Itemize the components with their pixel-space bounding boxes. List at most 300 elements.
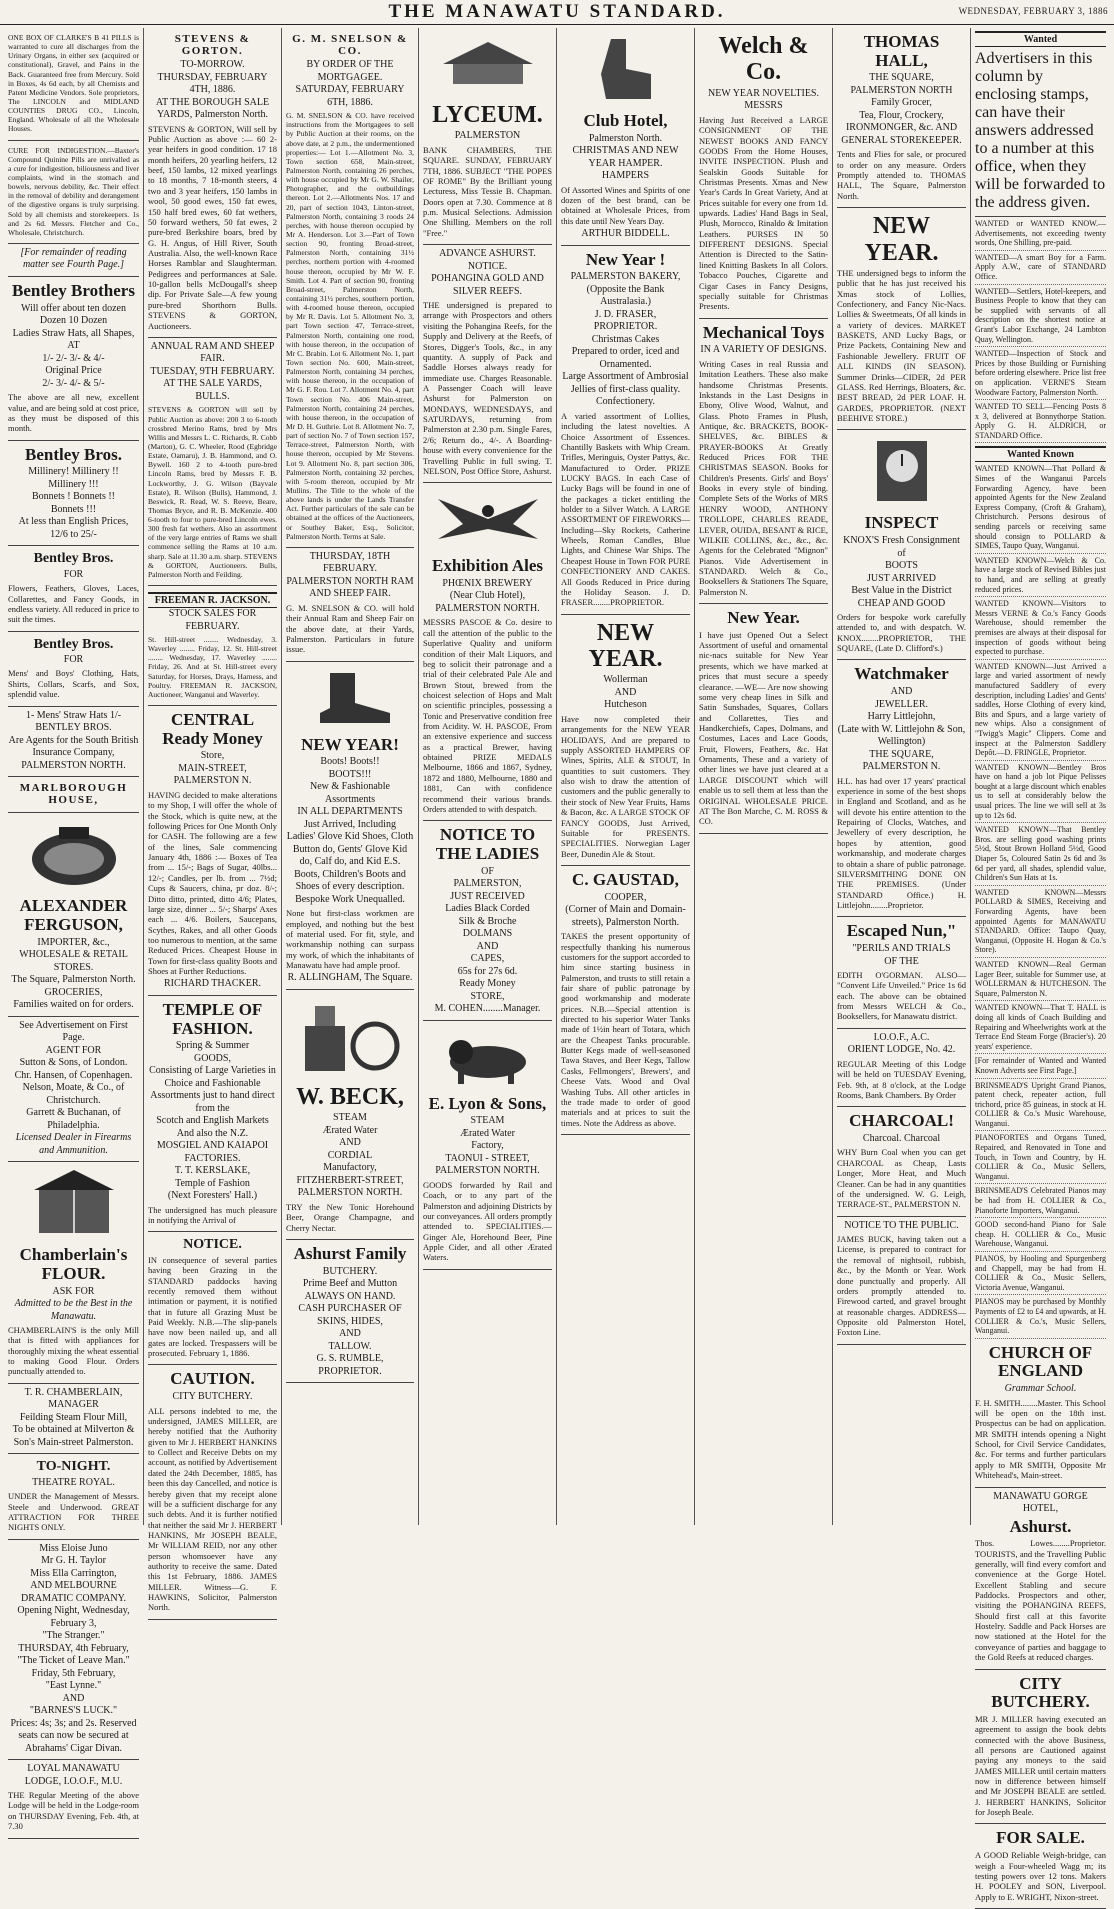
advertisement [8,141,139,244]
ad-line: Ladies Black Corded [445,903,530,915]
ad-body: H.L. has had over 17 years' practical experience in some of the best shops in England and Scotland, and as he will devote his entire attention to the Repairing of Clocks, Watches, and Jewellery of every description, he hopes by attention, good workmanship, and moderate charges to obtain a share of public patronage. SILVERSMITHING DONE ON THE PREMISES. (Under STANDARD Office.) H. Littlejohn........Proprietor. [837,775,966,910]
ad-line: BOOTS!!! [328,768,372,780]
ad-line: CASH PURCHASER OF [298,1303,402,1315]
ad-line: TAONUI - STREET, [445,1152,530,1164]
ad-line: AND [339,1137,361,1149]
ad-line: ASK FOR [52,1285,95,1297]
advertisement [699,319,828,604]
ad-line: THEATRE ROYAL. [32,1476,115,1488]
ad-line: PROPRIETOR. [318,1365,382,1377]
ad-line: JUST ARRIVED [867,572,936,584]
wanted-item: WANTED or WANTED KNOW.—Advertisements, not exceeding twenty words, One Shilling, pre-paid. [975,217,1106,251]
advertisement [837,917,966,1028]
ad-heading: CITY BUTCHERY. [991,1673,1090,1712]
ad-body: EDITH O'GORMAN. ALSO— "Convent Life Unveiled." Price 1s 6d each. The above can be obtained from Messrs WELCH & Co., Booksellers, for Manawatu district. [837,970,966,1022]
ad-heading: NEW YEAR. [864,213,939,266]
advertisement [8,1454,139,1539]
ad-body: STEVENS & GORTON will sell by Public Auction as above: 200 3 to 6-tooth crossbred Merino Rams, bred by Mrs Willis and Messrs L. C. Richards, R. Cobb (Marton), G. C. Wheeler, Rood (Egbridge Estate, Oamaru), J. B. Hammond, and O. Bywell. 160 2 to 4-tooth pure-bred Lincoln Rams, bred by Messrs F. B. Lockworthy, J. G. Wilson (Bayvale Estate), R. Wilson (Bulls), Hammond, J. Beswick, R. Read, W. S. Reeve, Beare, Thomas Bryce, and R. B. McKenzie. 400 6-tooth to four to pure-bred Lincoln ewes. 300 fresh fat wethers. Also an assortment of the very large entries of Rams we shall commence selling the Rams at 10 a.m. sharp. Sale at 11.30 a.m. sharp. STEVENS & GORTON, Auctioneers. Bulls, Palmerston North and Feilding. [148,405,277,579]
ad-line: CAPES, [470,953,505,965]
advertisement [148,28,277,338]
ad-heading: LYCEUM. [432,102,543,128]
ad-line: Best Value in the District [851,585,952,597]
ad-line: BOOTS [885,560,918,572]
ad-line: Spring & Summer [175,1040,250,1052]
ad-line: SKINS, HIDES, [317,1315,383,1327]
ad-line: Large Assortment of Ambrosial Jellies of first-class quality. [562,371,689,395]
wanted-known-item: WANTED KNOWN—Messrs POLLARD & SIMES, Receiving and Forwarding Agents, have been appointed Agents for MANAWATU STANDARD. Office: Taupo Quay, Wanganui, (Opposite H. Hogan & Co.'s Store). [975,886,1106,958]
wanted-known-item: WANTED KNOWN—Real German Lager Beer, suitable for Summer use, at WOLLERMAN & HUTCHESON. The Square, Palmerston N. [975,958,1106,1001]
ad-line: AND MELBOURNE DRAMATIC COMPANY. [20,1580,127,1604]
advertisement [837,208,966,430]
advertisement [8,1017,139,1163]
advertisement [423,28,552,245]
ad-line: AT THE SALE YARDS, BULLS. [163,378,262,402]
ad-line: ANNUAL RAM AND SHEEP FAIR. [150,340,275,365]
hand-illustration-icon [561,34,690,109]
ad-line: Bonnets ! Bonnets !! [31,491,116,503]
ad-heading: G. M. SNELSON & CO. [292,33,408,58]
wanted-known-item: WANTED KNOWN—That T. HALL is doing all kinds of Coach Building and Repairing and Wheelwrights work at the Terrace End Steam Forge (Bracier's). 20 years' experience. [975,1001,1106,1054]
ad-line: Silk & Broche [458,915,517,927]
ad-subheading: [For remainder of reading matter see Fourth Page.] [20,246,127,271]
ad-line: STOCK SALES FOR FEBRUARY. [168,608,257,632]
ad-body: The above are all new, excellent value, and are being sold at cost price, as they must be disposed of this month. [8,392,139,434]
ad-line: STORE, [470,990,505,1002]
ad-body: The undersigned has much pleasure in notifying the Arrival of [148,1204,277,1226]
ad-line: STEAM [470,1115,505,1127]
ad-line: CHRISTMAS AND NEW YEAR HAMPER. [572,145,679,169]
advertisement [8,777,139,813]
advertisement [148,1365,277,1619]
piano-advert: BRINSMEAD'S Celebrated Pianos may be had from H. COLLIER & Co., Pianoforte Importers, Wanganui. [975,1184,1106,1218]
columns-container [4,28,1110,1902]
ad-heading: C. GAUSTAD, [572,869,679,889]
advertisement [8,244,139,277]
ad-line: Harry Littlejohn, [867,711,936,723]
ad-line: (Opposite the Bank Australasia.) [586,283,665,308]
ad-line: THURSDAY, 18TH FEBRUARY. [309,550,391,575]
ad-line: Confectionery. [595,396,656,408]
ad-line: JUST RECEIVED [450,890,525,902]
ad-body: MR J. MILLER having executed an agreement to assign the book debts connected with the above Business, all persons are Cautioned against paying any moneys to the said JAMES MILLER until certain matters now in difference between himself and Mr JOSEPH BEALE are settled. J. HERBERT HANKINS, Solicitor for Joseph Beale. [975,1713,1106,1818]
ad-line: ADVANCE ASHURST. [439,248,536,260]
church-advert [975,1339,1106,1488]
ad-line: "BARNES'S LUCK." [29,1705,118,1717]
ad-line: IMPORTER, &c., [37,936,110,948]
eagle-illustration-icon [423,489,552,554]
ad-line: "PERILS AND TRIALS [852,943,951,955]
advertisement [837,1107,966,1216]
advertisement [286,548,414,662]
wanted-known-item: WANTED KNOWN—That Pollard & Simes of the Wanganui Parcels Forwarding Agency, have been appointed Agents for the New Zealand Express Company, (Croft & Graham), Christchurch. Persons desirous of sending parcels or receiving same should consign to POLLARD & SIMES, Taupo Quay, Wanganui. [975,462,1106,553]
ad-heading: Mechanical Toys [702,322,825,342]
ad-line: PALMERSTON [454,130,521,142]
ad-line: JEWELLER. [874,698,929,710]
ad-heading: STEVENS & GORTON. [174,33,251,58]
ad-line: Christmas Cakes [591,333,660,345]
ad-heading: Chamberlain's FLOUR. [19,1245,128,1283]
ad-body: THE undersigned begs to inform the public that he has just received his Xmas stock of Lollies, Confectionery, and Fancy Nic-Nacs. Lollies & Sweetmeats, Of all kinds in a variety of devices. MARKET BASKETS, AND Lucky Bags, or Prize Packets, Containing New and Fashionable Jewellery. FRUIT OF ALL KINDS (IN SEASON). Summer Drinks—CIDER, 2d PER GLASS. Red Herrings, Bloaters, &c. BEST BREAD, 2d PER LOAF. H. GARDES, PROPRIETOR. (NEXT BEEHIVE STORE.) [837,267,966,423]
ad-heading: Bentley Bros. [33,636,114,652]
ad-heading: NEW YEAR! [301,734,399,754]
ad-line: BENTLEY BROS. [35,722,112,734]
advertisement [561,246,690,615]
ad-line: IRONMONGER, &c. AND GENERAL STOREKEEPER. [841,122,962,146]
column-6 [695,28,833,1525]
ad-line: Manufactory, [323,1162,377,1174]
ad-line: Sutton & Sons, of London. [19,1057,128,1069]
ad-line: MANAWATU GORGE HOTEL, [993,1490,1088,1514]
wanted-known-item: WANTED KNOWN—Bentley Bros have on hand a job lot Pique Pelisses bought at a large discount which enables us to sell at considerably below the usual prices. The line we will sell at 3s up to 12s 6d. [975,761,1106,824]
ad-line: POHANGINA GOLD AND SILVER REEFS. [431,273,544,297]
ad-line: Miss Eloise Juno [39,1542,108,1554]
ad-heading: Welch & Co. [718,33,809,86]
ad-body: Of Assorted Wines and Spirits of one dozen of the best brand, can be obtained at Wholesale Prices, from this date until New Years Day. [561,184,690,226]
ad-line: OF THE [884,955,919,967]
ad-heading: CENTRAL Ready Money [162,710,263,748]
ad-line: AT [67,340,80,352]
wanted-intro: Advertisers in this column by enclosing stamps, can have their answers addressed to a number at this office, when they will be forwarded to the address given. [975,47,1106,217]
advertisement [837,430,966,660]
piano-advert: BRINSMEAD'S Upright Grand Pianos, patent check, repeater action, full trichord, price 85 guineas, in stock at H. COLLIER & Co.'s Music Warehouse, Wanganui. [975,1079,1106,1132]
advertisement [8,707,139,778]
ad-line: Just Arrived, Including [304,818,396,830]
advertisement [561,28,690,246]
ad-heading: W. BECK, [296,1083,404,1110]
ad-line: PALMERSTON, [453,878,522,890]
ad-body: ALL persons indebted to me, the undersigned, JAMES MILLER, are hereby notified that the Authority given to Mr J. HERBERT HANKINS to Collect and Receive Debts on my account, as notified by Advertisement dated the 24th December, 1885, has been this day Cancelled, and notice is hereby given that my receipt alone will be a sufficient discharge for any such debts. And it is further notified that neither the said Mr J. HERBERT HANKINS, Mr JOSEPH BEALE, Mr WILLIAM REID, nor any other person whomsoever have any authority to receive the same. Dated this 1st February, 1886. JAMES MILLER. Witness—G. F. HAWKINS, Solicitor, Palmerston North. [148,1405,277,1613]
ad-line: NOTICE. [467,260,508,272]
ad-line: KNOX'S Fresh Consignment [843,535,960,547]
ad-body: A GOOD Reliable Weigh-bridge, can weigh a Four-wheeled Wagg m; its testing powers over 12 tons. Makers H. POOLEY and SON, Liverpool. Apply to E. WRIGHT, Nixon-street. [975,1850,1106,1902]
advertisement [8,1540,139,1761]
advertisement [561,615,690,866]
ad-line: Temple of Fashion [175,1177,250,1189]
ad-heading: MARLBOROUGH HOUSE, [19,782,128,807]
piano-advert: PIANOS may be purchased by Monthly Payments of £2 to £4 and upwards, at H. COLLIER & Co.'s, Music Sellers, Wanganui. [975,1295,1106,1338]
ad-line: New & Fashionable Assortments [310,781,390,805]
advertisement [286,28,414,548]
ad-line: ORIENT LODGE, No. 42. [847,1044,956,1056]
ad-line: PALMERSTON NORTH. [435,602,540,614]
ad-line: Charcoal. Charcoal [862,1132,941,1144]
column-7 [833,28,971,1525]
ad-line: Consisting of Large Varieties in Choice and Fashionable Assortments just to hand direct from the [149,1065,276,1114]
ad-body: G. M. SNELSON & CO. will hold their Annual Ram and Sheep Fair on the above date, at their Yards, Palmerston. Particulars in future issue. [286,602,414,655]
ad-line: Dozen 10 Dozen [39,315,108,327]
ad-line: J. D. FRASER, [594,308,657,320]
ad-line: Friday, 5th February, [31,1667,116,1679]
ad-line: Millinery !!! [48,478,99,490]
ad-heading: Bentley Brothers [12,280,135,300]
advertisement [423,821,552,1020]
ad-line: TUESDAY, 9TH FEBRUARY. [150,365,275,377]
ad-line: TO-MORROW. [180,59,245,71]
ad-body: St. Hill-street ........ Wednesday, 3. Waverley ........ Friday, 12. St. Hill-street ........ Wednesday, 17. Waverley ........ Friday, 26. And at St. Hill-street every Saturday, for Horses, Drays, Harness, and Poultry. FREEMAN R. JACKSON, Auctioneer, Wanganui and Waverley. [148,635,277,699]
ad-line: And also the N.Z. [176,1127,249,1139]
ad-line: Family Grocer, [871,97,932,109]
column-4 [419,28,557,1525]
ad-heading: CHURCH OF ENGLAND [988,1342,1093,1381]
column-5 [557,28,695,1525]
ad-heading: E. Lyon & Sons, [428,1093,547,1113]
ad-line: See Advertisement on First Page. [19,1019,128,1044]
ad-line: 12/6 to 25/- [50,528,97,540]
wanted-known-item: WANTED KNOWN—Welch & Co. have a large stock of Revised Bibles just to hand, and are selling at greatly reduced prices. [975,554,1106,597]
ad-line: NEW YEAR NOVELTIES. [707,87,819,99]
ad-line: T. T. KERSLAKE, [174,1165,251,1177]
ad-line: Boots! Boots!! [320,756,380,768]
ad-heading: Bentley Bros. [33,551,114,567]
ad-line: Are Agents for the South British Insurance Company, [8,734,139,759]
advertisement [837,1217,966,1345]
ad-line: Bespoke Work Unequalled. [295,893,405,905]
ad-line: SATURDAY, FEBRUARY 6TH, 1886. [295,84,405,108]
ad-line: Families waited on for orders. [13,999,134,1011]
wanted-known-item: [For remainder of Wanted and Wanted Known Adverts see First Page.] [975,1054,1106,1078]
forsale-advert [975,1824,1106,1908]
ad-line: AND [614,686,637,698]
ad-line: FITZHERBERT-STREET, [296,1174,404,1186]
ad-line: 1- Mens' Straw Hats 1/- [25,709,122,721]
advertisement [423,1021,552,1270]
ad-line: BY ORDER OF THE MORTGAGEE. [306,59,394,83]
ad-line: G. S. RUMBLE, [316,1353,384,1365]
column-8 [971,28,1110,1902]
ad-line: of [897,547,906,559]
ad-line: OF [481,865,494,877]
butchery-advert [975,1670,1106,1825]
ad-heading: New Year ! [585,249,666,269]
ad-body: GOODS forwarded by Rail and Coach, or to any part of the Palmerston and adjoining Districts by our conveyances. All orders promptly attended to. SPECIALITIES.—Ginger Ale, Horehound Beer, Pine Apple Cider, and all other Ærated Waters. [423,1179,552,1263]
ad-heading: CHARCOAL! [849,1111,954,1131]
ad-line: THE SQUARE, PALMERSTON N. [862,748,941,773]
ad-line: "The Ticket of Leave Man." [17,1655,130,1667]
ad-body: JAMES BUCK, having taken out a License, is prepared to contract for the removal of nightsoil, rubbish, &c., by the Month or Year. Work done punctually and properly. All orders promptly attended to. Firewood carted, and gravel brought at reasonable charges. ADDRESS—Opposite old Palmerston Hotel, Foxton Line. [837,1234,966,1338]
ad-heading: NOTICE TO THE LADIES [435,825,540,863]
wanted-known-item: WANTED KNOWN—Just Arrived a large and varied assortment of newly manufactured Saddlery of every description, including Ladies' and Gents' saddles, Horse Clothing of every kind, Bits and Spurs, and a large variety of new whips. Also a consignment of "Twigg's Magic" Clippers. Come and inspect at the Palmerston Saddlery Depôt.—D. FRINGLE, Proprietor. [975,660,1106,761]
ad-line: 2/- 3/- 4/- & 5/- [42,377,105,389]
ad-line: At less than English Prices, [18,516,129,528]
gorge-advert [975,1488,1106,1670]
ad-line: Mr G. H. Taylor [41,1555,106,1567]
ad-heading: Escaped Nun," [846,921,957,941]
advertisement [286,990,414,1240]
ad-line: (Next Foresters' Hall.) [167,1190,258,1202]
ad-line: NOTICE TO THE PUBLIC. [844,1219,959,1231]
ad-body: I have just Opened Out a Select Assortment of useful and ornamental nic-nacs suitable for New Year presents, which we have marked at prices that must secure a speedy clearance. —WE— Are now showing some very cheap lines in Silk and Satin Sunshades, Squares, Collars and Collarettes, Ties and Handkerchiefs, Capes, Dolmans, and Costumes, Laces and Lace Goods, Fruit, Flowers, Feathers, &c. Hat Ornaments, These and a variety of other lines we have just cleared at a LARGE DISCOUNT which will enable us to sell them at less than the ORIGINAL WHOLESALE PRICE. AT The Bon Marche, C. M. ROSS & CO. [699,629,828,827]
ad-line: STORES. [53,961,94,973]
ad-line: Original Price [45,365,102,377]
ad-body: THE Regular Meeting of the above Lodge will be held in the Lodge-room on THURSDAY Evening, Feb. 4th, at 7.30 [8,1790,139,1832]
advertisement [286,1240,414,1383]
ad-line: IN ALL DEPARTMENTS [297,806,403,818]
ad-subheading: Admitted to be the Best in the Manawatu. [14,1298,133,1322]
ad-body: MESSRS PASCOE & Co. desire to call the attention of the public to the Superlative Quality and uniform condition of their Malt Liquors, and beg to solicit their patronage and a trial of their celebrated Pale Ale and Brown Stout, brewed from the choicest selection of Hops and Malt on scientific principles, possessing a Tonic and Preservative condition free from Acidity. W. H. PASCOE, From an extensive experience and success as a practical Brewer, having obtained PRIZE MEDALS Melbourne, 1866 and 1867, Sydney, 1872 and 1880, Melbourne, 1880 and 1881, Can with confidence recommend their various brands. Orders attended to with despatch. [423,617,552,814]
ad-line: Feilding Steam Flour Mill, [19,1411,128,1423]
ad-body: Mens' and Boys' Clothing, Hats, Shirts, Collars, Scarfs, and Sox, splendid value. [8,668,139,700]
ad-line: "The Stranger." [42,1630,105,1642]
ad-body: ONE BOX OF CLARKE'S B 41 PILLS is warranted to cure all discharges from the Urinary Organs, in either sex (acquired or constitutional), Gravel, and Pains in the Back. Guaranteed free from Mercury. Sold in Boxes, 4s 6d each, by all Chemists and Patent Medicine Vendors. Sole proprietors, The LINCOLN and MIDLAND COUNTIES DRUG CO., Lincoln, England. Wholesale of all the Wholesale Houses. [8,33,139,134]
ad-heading: Ashurst. [1009,1516,1072,1536]
ad-line: AND [890,686,913,698]
coach-illustration-icon [423,34,552,99]
ad-line: The Square, Palmerston North. [11,974,136,986]
piano-advert: PIANOS, by Hooling and Spurgenberg and Chappell, may be had from H. COLLIER & Co., Music Sellers, Victoria Avenue, Wanganui. [975,1252,1106,1295]
advertisement [148,338,277,586]
ad-heading: CAUTION. [170,1369,255,1389]
ad-line: M. COHEN........Manager. [434,1003,541,1015]
advertisement [837,28,966,208]
ad-heading: Bentley Bros. [25,444,122,464]
ad-body: IN consequence of several parties having been Grazing in the STANDARD paddocks having recently removed them without intimation or payment, it is notified that in future all Grazing Must be Paid Weekly. N.B.—The slip-panels have now been nailed up, and all gates are locked. Trespassers will be prosecuted. February 1, 1886. [148,1254,277,1359]
ad-line: Tea, Flour, Crockery, [859,109,944,121]
ad-body: BANK CHAMBERS, THE SQUARE. SUNDAY, FEBRUARY 7TH, 1886. SUBJECT "THE POPES OF ROME" By the Brilliant young Lecturess, Miss Tessie B. Chapman. Doors open at 7.30. Commence at 8 p.m. Musical Selections. Admission One Shilling. Members on the roll "Free." [423,144,552,238]
ad-line: Hutcheson [604,699,647,711]
ad-line: MOSGIEL AND KAIAPOI FACTORIES. [156,1140,269,1164]
ad-line: Ladies' Glove Kid Shoes, Cloth Button do, Gents' Glove Kid do, Calf do, and Kid E.S. Boots, Children's Boots and Shoes of every description. [286,831,414,893]
ad-body: Orders for bespoke work carefully attended to, and with despatch. W. KNOX........PROPRIETOR, THE SQUARE, (Late D. Clifford's.) [837,612,966,654]
ad-line: Prices: 4s; 3s; and 2s. Reserved seats can now be secured at Abrahams' Cigar Divan. [10,1717,137,1754]
ad-line: Palmerston North. [588,132,663,144]
ad-line: Factory, [471,1140,504,1152]
ad-line: AGENT FOR [45,1044,102,1056]
ad-body: REGULAR Meeting of this Lodge will be held on TUESDAY Evening, Feb. 9th, at 8 o'clock, at the Lodge Rooms, Bank Chambers. By Order [837,1058,966,1100]
ad-body: STEVENS & GORTON, Will sell by Public Auction as above :— 60 2-year heifers in good condition. 17 18 month heifers, 20 yearling heifers, 12 beef, 150 lambs, 12 mixed yearlings to 18 months, 7 18-month steers, 4 two and 3 year heifers, 150 lambs in wool, 50 good ewes, 150 fat ewes, 150 half bred ewes, 60 fat wethers, 50 forward wethers, 50 fat ewes, 2 pure-bred Berkshire boars, bred by G. H. Angus, of Hill River, South Australia. Also, the well-known Race Horses Ramblar and Slaughterman. Pedigrees and performances at Sale. 10-gallon bells McDougall's sheep dip. For Private Sale—A few young pure-bred Shorthorn Bulls. STEVENS & GORTON, Auctioneers. [148,123,277,331]
advertisement [148,1232,277,1365]
wanted-known-item: WANTED KNOWN—Visitors to Messrs VERNE & Co.'s Fancy Goods Warehouse, should remember the premises are always at their disposal for inspection of goods without being expected to purchase. [975,597,1106,660]
ad-heading: TO-NIGHT. [36,1459,111,1475]
ad-line: PHŒNIX BREWERY [442,577,533,589]
ad-line: BUTCHERY. [322,1265,378,1277]
ad-line: Will offer about ten dozen [21,302,126,314]
advertisement [423,483,552,821]
ad-line: (Late with W. Littlejohn & Son, Wellington) [837,723,966,748]
issue-date: WEDNESDAY, FEBRUARY 3, 1886 [958,6,1108,16]
wanted-heading: Wanted [975,31,1106,47]
piano-advert: PIANOFORTES and Organs Tuned, Repaired, and Renovated in Tone and Touch, in Town and Country, by H. COLLIER & Co., Music Sellers, Wanganui. [975,1131,1106,1184]
wanted-item: WANTED—Settlers, Hotel-keepers, and Business People to know that they can be supplied with servants of all description on the shortest notice at Grant's Labor Exchange, 24 Lambton Quay, Wellington. [975,285,1106,348]
ad-heading: THOMAS HALL, [863,32,940,70]
ad-line: FOR [63,568,84,580]
piano-advert: GOOD second-hand Piano for Sale cheap. H. COLLIER & Co., Music Warehouse, Wanganui. [975,1218,1106,1252]
ad-line: Opening Night, Wednesday, February 3, [17,1605,130,1629]
ad-line: 1/- 2/- 3/- & 4/- [42,352,105,364]
ad-line: I.O.O.F., A.C. [873,1031,930,1043]
ad-line: PALMERSTON NORTH RAM AND SHEEP FAIR. [286,575,414,600]
ad-line: TALLOW. [328,1340,372,1352]
ad-signature: R. ALLINGHAM, The Square. [287,972,413,984]
ad-line: (Corner of Main and Domain-streets), Palmerston North. [565,904,686,928]
ad-body: None but first-class workmen are employed, and nothing but the best of material used. For fit, style, and workmanship nothing can surpass my work, of which the inhabitants of Manawatu have had ample proof. [286,908,414,971]
wanted-item: WANTED—A smart Boy for a Farm. Apply A.W., care of STANDARD Office. [975,251,1106,285]
wanted-item: WANTED TO SELL—Fencing Posts 8 x 3, delivered at Bonnythorpe Station. Apply G. H. ALDRICH, or STANDARD Office. [975,400,1106,443]
advertisement [8,1162,139,1384]
ad-line: AND [62,1692,85,1704]
advertisement [837,660,966,917]
ad-heading: Club Hotel, [583,111,668,130]
column-3 [282,28,419,1525]
ad-line: WHOLESALE & RETAIL [19,949,128,961]
advertisement [8,546,139,631]
ad-line: PALMERSTON NORTH. [21,759,126,771]
ad-line: T. R. CHAMBERLAIN, [24,1386,123,1398]
advertisement [8,632,139,707]
ad-body: CHAMBERLAIN'S is the only Mill that is fitted with appliances for thoroughly mixing the wheat essential to making Good Flour. Orders punctually attended to. [8,1325,139,1377]
ad-signature: RICHARD THACKER. [163,978,262,990]
ad-body: F. H. SMITH........Master. This School will be open on the 18th inst. Prospectus can be had on application. MR SMITH intends opening a Night School, for Civil Service Candidates, &c. For terms and further particulars apply to MR SMITH, Opposite Mr Whitehead's, Main-street. [975,1397,1106,1481]
ad-line: "East Lynne." [45,1680,102,1692]
ad-heading: Watchmaker [854,664,949,684]
ad-line: HAMPERS [601,170,650,182]
press-illustration-icon [286,996,414,1081]
ad-body: Thos. Lowes........Proprietor. TOURISTS, and the Travelling Public generally, will find every comfort and convenience at the Gorge Hotel. Excellent Stabling and secure Paddocks. Prospectors and other, visiting the POHANGINA REEFS, Should first call at this favorite Hostelry. Saddle and Pack Horses are now stationed at the Hotel for the conveyance of parties and baggage to the Gold Reefs at reduced charges. [975,1538,1106,1663]
clock-illustration-icon [837,436,966,511]
ad-line: GROCERIES, [44,986,103,998]
wanted-known-item: WANTED KNOWN—That Bentley Bros. are selling good washing prints 5½d, Stout Brown Holland 5½d, Good Diaper 5s, Coloured Satin 2s 6d and 3s 6d per yard, all shades, splendid value, Children's Sun Hats at 1s. [975,823,1106,886]
wheat-illustration-icon [8,1168,139,1243]
ad-signature: ARTHUR BIDDELL. [581,228,670,240]
ad-line: Store, [200,750,225,762]
ad-heading: FOR SALE. [996,1828,1085,1848]
advertisement [8,813,139,1016]
ad-line: CITY BUTCHERY. [172,1391,253,1403]
ad-body: TRY the New Tonic Horehound Beer, Orange Champagne, and Cherry Nectar. [286,1201,414,1233]
ad-line: To be obtained at Milverton & Son's Main-street Palmerston. [12,1424,135,1448]
advertisement [8,441,139,547]
ad-body: Have now completed their arrangements for the NEW YEAR HOLIDAYS, And are prepared to supply ASSORTED HAMPERS OF Wines, Spirits, ALE & STOUT, In quantities to suit customers. They also wish to draw the attention of customers and the public generally to their stock of New Year Fruits, Hams & Bacon, &c. A LARGE STOCK OF FANCY GOODS, Just Arrived, Suitable for PRESENTS. SPECIALITIES. Norwegian Lager Beer, Dunedin Ale & Stout. [561,713,690,859]
ad-line: GOODS, [194,1052,231,1064]
ad-line: THE SQUARE, PALMERSTON NORTH [850,72,953,96]
column-2 [144,28,282,1613]
ad-line: IN A VARIETY OF DESIGNS. [700,344,827,356]
ad-line: MESSRS [744,100,783,112]
ad-body: TAKES the present opportunity of respectfully thanking his numerous customers for the support accorded to him since starting business in Palmerston, and trusts to still retain a fair share of public patronage by good workmanship and moderate prices. N.B.—Special attention is directed to his superior Water Tanks made of 1½in heart of Totara, which are the Cheapest Tanks procurable. Butter Kegs made of well-seasoned Tawa Staves, and Beer Kegs, Tallow Casks, Fellmongers', Brewers', and Cheese Vats. Wood and Oval Washing Tubs. All other articles in the trade made to order of good materials and at prices to suit the times. Note the Address as above. [561,931,690,1128]
boot-illustration-icon [286,668,414,733]
ad-body: WHY Burn Coal when you can get CHARCOAL as Cheap, Lasts Longer, More Heat, and Much Cleaner. Can be had in any quantities of the undersigned. W. G. Leigh, TERRACE-ST., PALMERSTON N. [837,1147,966,1210]
advertisement [699,28,828,319]
ad-line: ALWAYS ON HAND. [304,1290,396,1302]
newspaper-title: THE MANAWATU STANDARD. [388,1,726,22]
ad-line: MANAGER [48,1399,99,1411]
ad-line: CHEAP AND GOOD [857,597,946,609]
advertisement [148,996,277,1233]
ad-line: Wollerman [603,674,648,686]
ad-line: (Near Club Hotel), [449,590,526,602]
ad-heading: ALEXANDER FERGUSON, [19,896,128,934]
wanted-known-heading: Wanted Known [975,446,1106,462]
ad-line: 65s for 27s 6d. [457,965,518,977]
ad-line: MAIN-STREET, PALMERSTON N. [173,762,252,787]
lion-illustration-icon [423,1027,552,1092]
advertisement [8,28,139,141]
ad-body: HAVING decided to make alterations to my Shop, I will offer the whole of the Stock, which is quite new, at the following Prices for One Month Only for CASH. The following are a few of the lines, Sale commencing January 4th, 1886 :— Boxes of Tea from ... 15/-; Bags of Sugar, 40lbs... 12/-; Candles, per lb. from ... 7½d; Cups & Saucers, china, pr doz. 8/-; Ditto ditto, printed, ditto 4/6; Plates, large size, dinner ... 5/-; Sharps' Axes each ... 4/6. Boilers, Saucepans, Scythes, Rakes, and all other Goods too numerous to mention, at the same Reduced Prices. Cheapest House in Town for first-class quality Boots and Shoes at Further Reductions. [148,789,277,977]
ad-line: THURSDAY, FEBRUARY 4TH, 1886. [157,71,268,96]
ad-heading: NOTICE. [183,1237,242,1253]
ad-line: Chr. Hansen, of Copenhagen. [14,1069,133,1081]
masthead [0,0,1114,25]
advertisement [699,604,828,834]
ad-line: PALMERSTON NORTH. [435,1165,540,1177]
ad-line: Ready Money [459,978,516,990]
ad-box-heading: FREEMAN R. JACKSON. [148,592,277,608]
advertisement [8,1384,139,1455]
advertisement [837,1029,966,1107]
ad-line: Bonnets !!! [50,503,97,515]
ad-line: Millinery! Millinery !! [28,466,119,478]
column-1 [4,28,144,1832]
ad-heading: Ashurst Family [293,1243,407,1263]
